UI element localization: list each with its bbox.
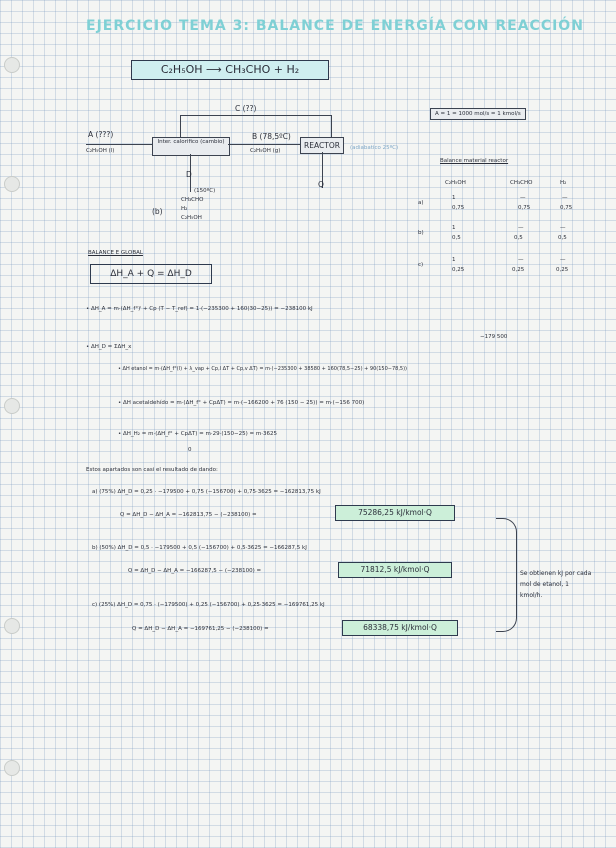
cell: — <box>560 225 566 231</box>
cell: 0,75 <box>518 205 531 211</box>
cell: — <box>518 225 524 231</box>
cell: 0,75 <box>560 205 573 211</box>
hydrogen-equation: • ΔH_H₂ = m·(ΔH_f° + CpΔT) = m·29·(150−25) = m·3625 <box>118 431 277 437</box>
dhd-annotation: −179 500 <box>480 334 508 340</box>
basis-box: A = 1 = 1000 mol/s = 1 kmol/s <box>430 108 526 120</box>
binder-hole <box>4 760 20 776</box>
cases-intro: Estos apartados son casi el resultado de dando: <box>86 467 218 473</box>
stream-d-temp: (150ºC) <box>194 188 216 194</box>
cell: 0,25 <box>452 267 465 273</box>
stream-d-component: CH₃CHO <box>181 197 204 203</box>
case-c-result: 68338,75 kJ/kmol·Q <box>342 620 458 636</box>
cell: 1 <box>452 225 456 231</box>
global-balance-title: BALANCE E GLOBAL <box>88 250 143 256</box>
page-title: EJERCICIO TEMA 3: BALANCE DE ENERGÍA CON REACCIÓN <box>86 18 584 34</box>
species-header: CH₃CHO <box>510 180 533 186</box>
heat-exchanger-box: Inter. calorifico (cambio) <box>152 137 230 156</box>
case-a-result: 75286,25 kJ/kmol·Q <box>335 505 455 521</box>
cell: — <box>518 257 524 263</box>
reactor-note: (adiabatico 25ºC) <box>350 145 399 151</box>
stream-b-label: B (78,5ºC) <box>252 132 291 141</box>
cell: 0,25 <box>556 267 569 273</box>
cell: 0,5 <box>452 235 461 241</box>
case-c-line1: c) (25%) ΔH_D = 0,75 · (−179500) + 0,25 (−156700) + 0,25·3625 = −169761,25 kJ <box>92 602 325 608</box>
cell: — <box>520 195 526 201</box>
q-label: Q <box>318 180 324 189</box>
stream-b-arrow <box>228 144 300 145</box>
recycle-line-right <box>331 115 332 137</box>
binder-hole <box>4 57 20 73</box>
case-b-result: 71812,5 kJ/kmol·Q <box>338 562 452 578</box>
case-b-line1: b) (50%) ΔH_D = 0,5 · −179500 + 0,5 (−156700) + 0,5·3625 = −166287,5 kJ <box>92 545 307 551</box>
reactor-box: REACTOR <box>300 137 344 154</box>
case-a-line1: a) (75%) ΔH_D = 0,25 · −179500 + 0,75 (−156700) + 0,75·3625 = −162813,75 kJ <box>92 489 321 495</box>
species-header: C₂H₅OH <box>445 180 466 186</box>
cell: 0,25 <box>512 267 525 273</box>
dha-equation: • ΔH_A = m·(ΔH_f°)ˡ + Cp (T − T_ref) = 1·(−235300 + 160(30−25)) = −238100 kJ <box>86 306 313 312</box>
binder-hole <box>4 618 20 634</box>
case-label: b) <box>418 230 424 236</box>
dhd-equation: • ΔH_D = ΣΔH_x <box>86 344 132 350</box>
stream-d-caption: (b) <box>152 207 163 216</box>
margin-note: Se obtienen kJ por cada mol de etanol, 1 kmol/h. <box>520 570 592 599</box>
reaction-box: C₂H₅OH ⟶ CH₃CHO + H₂ <box>131 60 329 80</box>
cell: 0,75 <box>452 205 465 211</box>
cell: — <box>560 257 566 263</box>
cell: 1 <box>452 195 456 201</box>
global-balance-equation: ΔH_A + Q = ΔH_D <box>90 264 212 284</box>
stream-b-temp: C₂H₅OH (g) <box>250 148 281 154</box>
stream-a-label: A (???) <box>88 130 114 139</box>
stream-a-arrow <box>86 144 152 145</box>
material-balance-title: Balance material reactor <box>440 158 509 164</box>
recycle-line-left <box>180 115 181 137</box>
species-header: H₂ <box>560 180 567 186</box>
cell: 1 <box>452 257 456 263</box>
binder-hole <box>4 398 20 414</box>
cell: — <box>562 195 568 201</box>
cell: 0,5 <box>558 235 567 241</box>
case-label: a) <box>418 200 424 206</box>
acetaldehyde-equation: • ΔH acetaldehído = m·(ΔH_f° + CpΔT) = m·(−166200 + 76 (150 − 25)) = m·(−156 700) <box>118 400 365 406</box>
case-b-line2: Q = ΔH_D − ΔH_A = −166287,5 − (−238100) = <box>128 568 262 574</box>
case-label: c) <box>418 262 424 268</box>
stream-d-component: C₂H₅OH <box>181 215 202 221</box>
case-c-line2: Q = ΔH_D − ΔH_A = −169761,25 − (−238100) = <box>132 626 269 632</box>
case-a-line2: Q = ΔH_D − ΔH_A = −162813,75 − (−238100) = <box>120 512 257 518</box>
cell: 0,5 <box>514 235 523 241</box>
hydrogen-zero-note: 0 <box>188 447 192 453</box>
stream-d-component: H₂ <box>181 206 188 212</box>
ethanol-equation: • ΔH etanol = m·(ΔH_f°(l) + λ_vap + Cp,l ΔT + Cp,v ΔT) = m·(−235300 + 38580 + 160(78,5−25) + 90(150−78,5)) <box>118 366 408 372</box>
stream-a-temp: C₂H₅OH (l) <box>86 148 115 154</box>
binder-hole <box>4 176 20 192</box>
recycle-line <box>180 115 332 116</box>
brace <box>496 518 517 632</box>
recycle-label: C (??) <box>235 104 257 113</box>
stream-d-label: D <box>186 170 192 179</box>
